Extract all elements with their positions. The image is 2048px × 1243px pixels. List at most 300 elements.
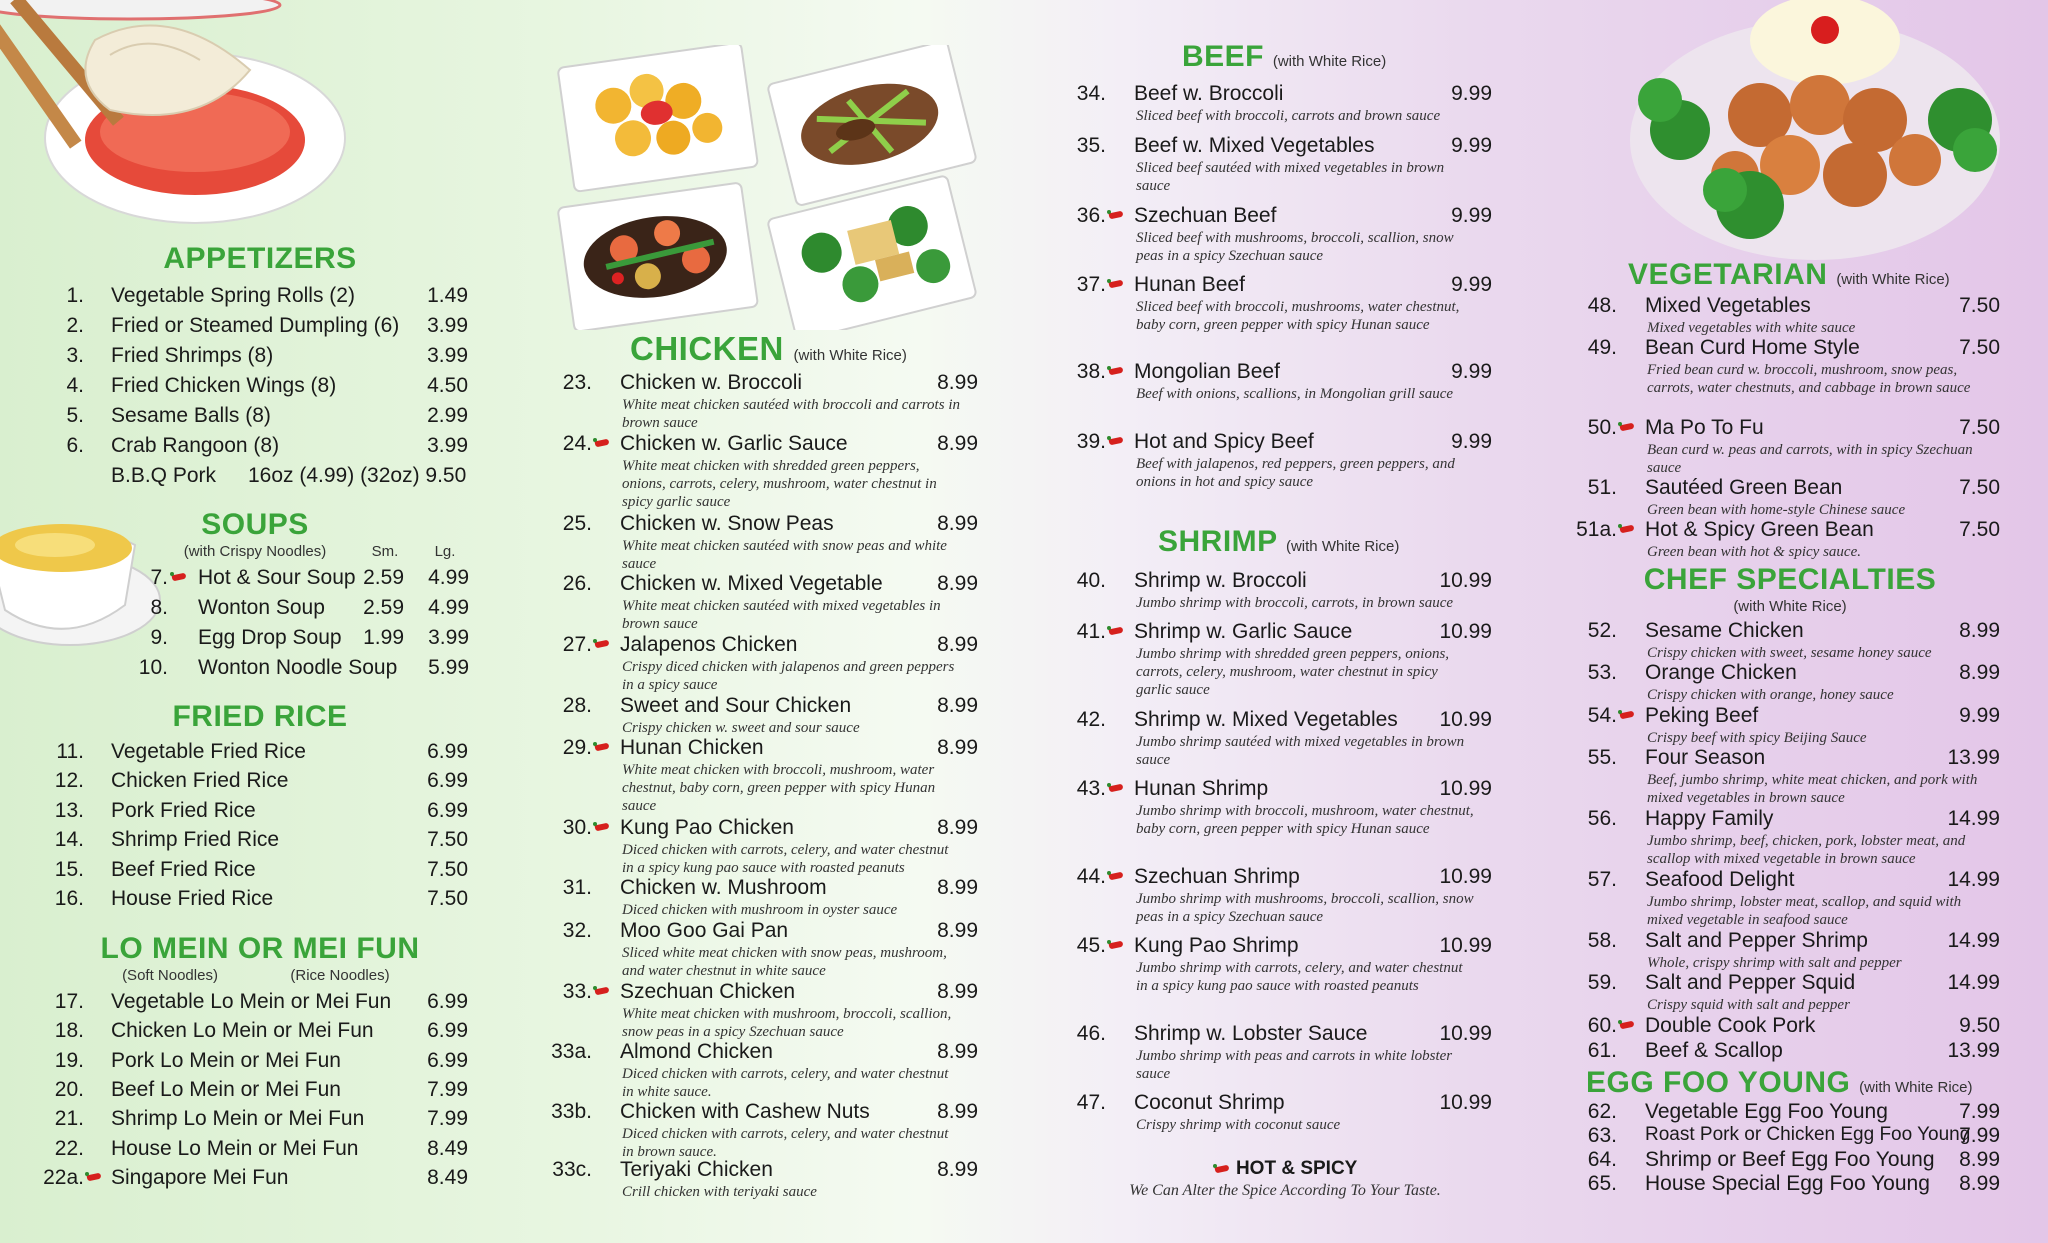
menu-item: [0, 746, 2048, 770]
item-number: 53.: [1587, 661, 1617, 684]
egg-foo-young-title: EGG FOO YOUNG: [1586, 1066, 1851, 1099]
item-number: 13.: [54, 798, 84, 822]
menu-item: [0, 336, 2048, 360]
chili-pepper-icon: [1618, 710, 1636, 720]
fried-rice-heading: FRIED RICE: [172, 700, 348, 733]
item-description: Crispy squid with salt and pepper: [1647, 997, 1850, 1013]
item-price: 8.99: [937, 1100, 978, 1123]
item-description: Bean curd w. peas and carrots, with in spicy Szechuan sauce: [1647, 442, 1973, 476]
item-description: Crispy chicken w. sweet and sour sauce: [622, 720, 860, 736]
item-name: House Fried Rice: [111, 887, 274, 910]
item-description: Jumbo shrimp, beef, chicken, pork, lobster meat, and scallop with mixed vegetable in brown sauce: [1647, 833, 1966, 867]
item-number: 38.: [1076, 360, 1106, 383]
soups-small-column: Sm.: [371, 543, 399, 560]
item-number: 12.: [54, 769, 84, 793]
item-number: 56.: [1587, 807, 1617, 830]
item-price: 7.50: [1959, 518, 2000, 541]
item-name: Mixed Vegetables: [1645, 294, 1811, 317]
item-price: 3.99: [427, 434, 468, 457]
item-name: Sautéed Green Bean: [1645, 476, 1843, 499]
item-name: Bean Curd Home Style: [1645, 336, 1860, 359]
item-number: 22.: [54, 1136, 84, 1160]
item-name: Beef w. Mixed Vegetables: [1134, 134, 1375, 157]
item-number: 48.: [1587, 294, 1617, 317]
dumpling-photo: [0, 0, 350, 230]
item-name: Shrimp Lo Mein or Mei Fun: [111, 1107, 365, 1131]
item-price: 7.99: [1959, 1124, 2000, 1147]
item-description: Jumbo shrimp with broccoli, carrots, in brown sauce: [1136, 595, 1454, 611]
item-price: 2.99: [427, 404, 468, 427]
item-price: 10.99: [1439, 708, 1492, 731]
item-number: 54.: [1587, 704, 1617, 727]
item-name: Happy Family: [1645, 807, 1774, 830]
item-number: 62.: [1587, 1100, 1617, 1123]
item-price: 10.99: [1439, 1022, 1492, 1045]
egg-foo-young-heading: [1586, 1066, 2026, 1100]
item-number: 28.: [562, 694, 592, 717]
menu-item: [0, 704, 2048, 728]
item-number: 5.: [66, 404, 84, 427]
item-name: Fried or Steamed Dumpling (6): [111, 314, 400, 337]
hot-spicy-label: HOT & SPICY: [1235, 1158, 1358, 1179]
vegetarian-subtitle: (with White Rice): [1836, 271, 1950, 288]
item-name: Ma Po To Fu: [1645, 416, 1764, 439]
item-name: Szechuan Beef: [1134, 204, 1277, 227]
item-number: 24.: [562, 432, 592, 455]
item-name: Sweet and Sour Chicken: [620, 694, 852, 717]
item-name: Chicken Lo Mein or Mei Fun: [111, 1019, 374, 1043]
item-name: Wonton Noodle Soup: [198, 656, 398, 679]
chili-pepper-icon: [1618, 1020, 1636, 1030]
item-description: Jumbo shrimp with mushrooms, broccoli, scallion, snow peas in a spicy Szechuan sauce: [1136, 891, 1474, 925]
item-number: 51a.: [1576, 518, 1617, 541]
item-number: 22a.: [43, 1165, 84, 1189]
item-number: 14.: [54, 828, 84, 852]
item-price-small: 2.59: [363, 566, 404, 589]
item-name: Kung Pao Chicken: [620, 816, 794, 839]
item-price: 9.99: [1959, 704, 2000, 727]
item-price: 3.99: [427, 344, 468, 367]
item-number: 16.: [54, 887, 84, 910]
item-description: Diced chicken with carrots, celery, and water chestnut in white sauce.: [622, 1066, 949, 1100]
item-number: 4.: [66, 374, 84, 397]
item-name: Chicken w. Broccoli: [620, 371, 803, 394]
item-description: White meat chicken sautéed with broccoli and carrots in brown sauce: [622, 397, 960, 431]
item-name: Szechuan Shrimp: [1134, 865, 1300, 888]
item-number: 32.: [562, 919, 592, 942]
item-price: 14.99: [1947, 807, 2000, 830]
item-price: 6.99: [427, 769, 468, 793]
spice-note: We Can Alter the Spice According To Your Taste.: [1129, 1182, 1441, 1199]
item-sizes: 16oz (4.99) (32oz) 9.50: [248, 464, 467, 487]
item-name: House Special Egg Foo Young: [1645, 1172, 1930, 1195]
item-price: 8.99: [937, 371, 978, 394]
chili-pepper-icon: [1107, 783, 1125, 793]
item-number: 33.: [562, 980, 592, 1003]
item-name: Shrimp Fried Rice: [111, 828, 280, 852]
item-name: Four Season: [1645, 746, 1766, 769]
item-number: 17.: [54, 990, 84, 1013]
menu-item: [0, 82, 2048, 106]
chef-subtitle: (with White Rice): [1733, 598, 1847, 615]
item-price: 7.50: [427, 887, 468, 910]
item-description: White meat chicken with broccoli, mushroom, water chestnut, baby corn, green pepper with spicy Hunan sauce: [622, 762, 936, 814]
item-price: 8.49: [427, 1165, 468, 1189]
item-description: Fried bean curd w. broccoli, mushroom, snow peas, carrots, water chestnuts, and cabbage in brown sauce: [1647, 362, 1971, 396]
item-description: White meat chicken sautéed with snow peas and white sauce: [622, 538, 947, 572]
item-name: Roast Pork or Chicken Egg Foo Young: [1645, 1124, 1971, 1145]
item-number: 61.: [1587, 1039, 1617, 1062]
item-number: 9.: [150, 626, 168, 649]
item-price: 8.99: [937, 736, 978, 759]
item-name: Chicken Fried Rice: [111, 769, 289, 793]
item-name: Shrimp or Beef Egg Foo Young: [1645, 1148, 1935, 1171]
item-name: Sesame Balls (8): [111, 404, 271, 427]
chili-pepper-icon: [1107, 279, 1125, 289]
item-description: Crispy beef with spicy Beijing Sauce: [1647, 730, 1867, 746]
item-name: Pork Lo Mein or Mei Fun: [111, 1048, 341, 1072]
menu-item: [0, 1039, 2048, 1063]
item-number: 39.: [1076, 430, 1106, 453]
item-number: 44.: [1076, 865, 1106, 888]
item-price: 8.99: [937, 572, 978, 595]
menu-item: [0, 294, 2048, 318]
item-price: 7.50: [1959, 476, 2000, 499]
item-name: Teriyaki Chicken: [620, 1158, 773, 1181]
item-name: Shrimp w. Lobster Sauce: [1134, 1022, 1368, 1045]
item-number: 33b.: [551, 1100, 592, 1123]
item-description: Sliced beef with mushrooms, broccoli, scallion, snow peas in a spicy Szechuan sauce: [1136, 230, 1454, 264]
item-name: Beef & Scallop: [1645, 1039, 1783, 1062]
chili-pepper-icon: [1618, 422, 1636, 432]
chicken-title: CHICKEN: [630, 330, 784, 367]
item-price: 9.99: [1451, 204, 1492, 227]
soups-subtitle: (with Crispy Noodles): [183, 543, 327, 560]
item-name: Peking Beef: [1645, 704, 1759, 727]
item-price: 7.99: [427, 1077, 468, 1101]
item-price: 7.50: [427, 857, 468, 881]
item-name: Mongolian Beef: [1134, 360, 1280, 383]
item-number: 33c.: [552, 1158, 592, 1181]
item-price: 7.50: [1959, 336, 2000, 359]
item-price-small: 1.99: [363, 626, 404, 649]
item-price: 8.99: [1959, 619, 2000, 642]
item-number: 46.: [1076, 1022, 1106, 1045]
item-description: Mixed vegetables with white sauce: [1647, 320, 1856, 336]
item-price: 8.99: [937, 1040, 978, 1063]
beef-heading: [1182, 40, 1482, 74]
menu-item: [0, 134, 2048, 158]
item-number: 45.: [1076, 934, 1106, 957]
item-number: 3.: [66, 344, 84, 367]
item-description: Jumbo shrimp with peas and carrots in white lobster sauce: [1136, 1048, 1453, 1082]
item-number: 27.: [562, 633, 592, 656]
item-name: Chicken w. Snow Peas: [620, 512, 834, 535]
menu-item: [0, 971, 2048, 995]
item-name: Salt and Pepper Squid: [1645, 971, 1856, 994]
item-number: 15.: [54, 857, 84, 881]
item-name: Hot & Spicy Green Bean: [1645, 518, 1874, 541]
item-price-large: 4.99: [428, 566, 469, 589]
item-name: Chicken with Cashew Nuts: [620, 1100, 870, 1123]
appetizers-heading: APPETIZERS: [163, 242, 357, 275]
item-price: 8.99: [937, 694, 978, 717]
item-price: 8.99: [937, 1158, 978, 1181]
item-price: 9.99: [1451, 273, 1492, 296]
item-price: 7.50: [1959, 416, 2000, 439]
menu-item: [0, 661, 2048, 685]
item-description: Jumbo shrimp with broccoli, mushroom, water chestnut, baby corn, green pepper with spicy Hunan sauce: [1136, 803, 1474, 837]
item-price: 13.99: [1947, 746, 2000, 769]
item-name: B.B.Q Pork: [111, 464, 217, 487]
item-price: 10.99: [1439, 777, 1492, 800]
item-price: 10.99: [1439, 934, 1492, 957]
item-price: 9.99: [1451, 360, 1492, 383]
soft-noodles-note: (Soft Noodles): [122, 967, 218, 984]
chili-pepper-icon: [1618, 524, 1636, 534]
item-number: 51.: [1587, 476, 1617, 499]
item-number: 25.: [562, 512, 592, 535]
item-description: Diced chicken with carrots, celery, and water chestnut in brown sauce.: [622, 1126, 949, 1160]
item-name: Kung Pao Shrimp: [1134, 934, 1299, 957]
menu-item: [0, 1172, 2048, 1200]
item-name: Pork Fried Rice: [111, 798, 256, 822]
item-price: 14.99: [1947, 971, 2000, 994]
item-number: 6.: [66, 434, 84, 457]
item-price: 8.99: [937, 876, 978, 899]
item-name: Singapore Mei Fun: [111, 1165, 289, 1189]
item-price: 8.99: [937, 432, 978, 455]
item-description: Crispy diced chicken with jalapenos and green peppers in a spicy sauce: [622, 659, 955, 693]
item-price: 8.99: [937, 633, 978, 656]
item-description: Jumbo shrimp with carrots, celery, and water chestnut in a spicy kung pao sauce with roasted peanuts: [1136, 960, 1463, 994]
item-price: 10.99: [1439, 620, 1492, 643]
item-name: Szechuan Chicken: [620, 980, 796, 1003]
item-name: Fried Shrimps (8): [111, 344, 274, 367]
item-description: Crispy chicken with orange, honey sauce: [1647, 687, 1894, 703]
item-number: 29.: [562, 736, 592, 759]
item-name: Almond Chicken: [620, 1040, 773, 1063]
item-description: Whole, crispy shrimp with salt and pepper: [1647, 955, 1902, 971]
item-price: 8.99: [937, 816, 978, 839]
item-price: 9.99: [1451, 430, 1492, 453]
item-description: White meat chicken with mushroom, broccoli, scallion, snow peas in a spicy Szechuan sauce: [622, 1006, 952, 1040]
item-description: Beef with jalapenos, red peppers, green peppers, and onions in hot and spicy sauce: [1136, 456, 1455, 490]
item-number: 50.: [1587, 416, 1617, 439]
vegetarian-heading: [1628, 258, 1988, 292]
item-number: 58.: [1587, 929, 1617, 952]
menu-item: [0, 807, 2048, 831]
item-description: Beef with onions, scallions, in Mongolian grill sauce: [1136, 386, 1454, 402]
menu-item: [0, 929, 2048, 953]
shrimp-title: SHRIMP: [1158, 525, 1278, 558]
item-price: 8.99: [937, 980, 978, 1003]
item-number: 57.: [1587, 868, 1617, 891]
item-number: 42.: [1076, 708, 1106, 731]
item-price-small: 2.59: [363, 596, 404, 619]
item-name: Vegetable Spring Rolls (2): [111, 284, 355, 307]
chicken-subtitle: (with White Rice): [793, 347, 907, 364]
item-name: Egg Drop Soup: [198, 626, 342, 649]
item-name: Vegetable Lo Mein or Mei Fun: [111, 990, 392, 1013]
shrimp-subtitle: (with White Rice): [1285, 538, 1400, 555]
soups-heading: SOUPS: [201, 508, 309, 541]
item-number: 47.: [1076, 1091, 1106, 1114]
menu-item: [0, 1014, 2048, 1038]
item-name: Sesame Chicken: [1645, 619, 1804, 642]
item-description: Diced chicken with carrots, celery, and water chestnut in a spicy kung pao sauce with roasted peanuts: [622, 842, 949, 876]
item-name: Beef Fried Rice: [111, 857, 256, 881]
item-name: Hunan Shrimp: [1134, 777, 1269, 800]
item-name: Beef w. Broccoli: [1134, 82, 1284, 105]
item-price: 8.99: [1959, 1148, 2000, 1171]
item-price: 10.99: [1439, 1091, 1492, 1114]
item-number: 31.: [562, 876, 592, 899]
item-description: Beef, jumbo shrimp, white meat chicken, and pork with mixed vegetables in brown sauce: [1647, 772, 1978, 806]
vegetarian-title: VEGETARIAN: [1628, 258, 1828, 291]
item-price: 14.99: [1947, 868, 2000, 891]
item-number: 35.: [1076, 134, 1106, 157]
item-number: 64.: [1587, 1148, 1617, 1171]
beef-title: BEEF: [1182, 40, 1265, 73]
item-number: 1.: [66, 284, 84, 307]
item-description: Sliced beef sautéed with mixed vegetables in brown sauce: [1136, 160, 1445, 194]
item-price-large: 4.99: [428, 596, 469, 619]
item-price: 8.99: [1959, 1172, 2000, 1195]
item-description: Jumbo shrimp sautéed with mixed vegetables in brown sauce: [1136, 734, 1465, 768]
item-price: 3.99: [427, 314, 468, 337]
item-price: 1.49: [427, 284, 468, 307]
item-number: 40.: [1076, 569, 1106, 592]
chili-pepper-icon: [1107, 210, 1125, 220]
item-name: House Lo Mein or Mei Fun: [111, 1136, 359, 1160]
item-description: Jumbo shrimp with shredded green peppers, onions, carrots, celery, mushroom, water chestnut in spicy garlic sauce: [1136, 646, 1450, 698]
item-number: 34.: [1076, 82, 1106, 105]
item-number: 65.: [1587, 1172, 1617, 1195]
item-description: Crispy shrimp with coconut sauce: [1136, 1117, 1341, 1133]
item-name: Orange Chicken: [1645, 661, 1797, 684]
item-price-large: 3.99: [428, 626, 469, 649]
item-price: 10.99: [1439, 865, 1492, 888]
menu-item: [0, 868, 2048, 892]
item-number: 20.: [54, 1077, 84, 1101]
item-number: 60.: [1587, 1014, 1617, 1037]
item-number: 49.: [1587, 336, 1617, 359]
item-price: 9.50: [1959, 1014, 2000, 1037]
item-name: Vegetable Fried Rice: [111, 740, 306, 763]
item-number: 2.: [66, 314, 84, 337]
chef-heading: CHEF SPECIALTIES: [1643, 563, 1937, 596]
item-number: 21.: [54, 1107, 84, 1131]
item-number: 18.: [54, 1019, 84, 1043]
item-name: Hunan Chicken: [620, 736, 764, 759]
item-description: Sliced beef with broccoli, mushrooms, water chestnut, baby corn, green pepper with spicy Hunan sauce: [1136, 299, 1460, 333]
item-number: 10.: [138, 656, 168, 679]
item-description: Diced chicken with mushroom in oyster sauce: [622, 902, 898, 918]
menu-item: [0, 619, 2048, 643]
item-name: Shrimp w. Broccoli: [1134, 569, 1307, 592]
menu-item: [0, 416, 2048, 440]
item-number: 52.: [1587, 619, 1617, 642]
item-name: Salt and Pepper Shrimp: [1645, 929, 1868, 952]
item-name: Coconut Shrimp: [1134, 1091, 1285, 1114]
soups-large-column: Lg.: [434, 543, 456, 560]
item-number: 7.: [150, 566, 168, 589]
menu-item: [0, 204, 2048, 228]
item-description: Green bean with hot & spicy sauce.: [1647, 544, 1861, 560]
item-price: 14.99: [1947, 929, 2000, 952]
item-description: Crispy chicken with sweet, sesame honey sauce: [1647, 645, 1932, 661]
item-name: Double Cook Pork: [1645, 1014, 1816, 1037]
item-number: 41.: [1076, 620, 1106, 643]
item-price: 8.99: [937, 512, 978, 535]
item-name: Hot and Spicy Beef: [1134, 430, 1314, 453]
item-price-large: 5.99: [428, 656, 469, 679]
item-price: 7.50: [427, 828, 468, 852]
item-price: 7.99: [427, 1107, 468, 1131]
item-price: 9.99: [1451, 134, 1492, 157]
rice-noodles-note: (Rice Noodles): [290, 967, 390, 984]
item-description: Jumbo shrimp, lobster meat, scallop, and squid with mixed vegetable in seafood sauce: [1647, 894, 1962, 928]
item-name: Vegetable Egg Foo Young: [1645, 1100, 1888, 1123]
beef-subtitle: (with White Rice): [1272, 53, 1387, 70]
item-description: Sliced white meat chicken with snow peas, mushroom, and water chestnut in white sauce: [622, 945, 947, 979]
item-name: Chicken w. Mushroom: [620, 876, 827, 899]
item-name: Chicken w. Mixed Vegetable: [620, 572, 883, 595]
item-number: 59.: [1587, 971, 1617, 994]
item-number: 43.: [1076, 777, 1106, 800]
item-description: White meat chicken with shredded green peppers, onions, carrots, celery, mushroom, water chestnut in spicy garlic sauce: [622, 458, 937, 510]
item-number: 26.: [562, 572, 592, 595]
item-number: 63.: [1587, 1124, 1617, 1147]
item-number: 37.: [1076, 273, 1106, 296]
item-price: 6.99: [427, 798, 468, 822]
item-price: 6.99: [427, 740, 468, 763]
item-description: Sliced beef with broccoli, carrots and brown sauce: [1136, 108, 1441, 124]
item-price: 10.99: [1439, 569, 1492, 592]
egg-foo-young-subtitle: (with White Rice): [1859, 1079, 1973, 1096]
item-price: 7.99: [1959, 1100, 2000, 1123]
item-name: Seafood Delight: [1645, 868, 1795, 891]
item-name: Shrimp w. Garlic Sauce: [1134, 620, 1353, 643]
item-description: Green bean with home-style Chinese sauce: [1647, 502, 1906, 518]
item-name: Chicken w. Garlic Sauce: [620, 432, 848, 455]
item-name: Jalapenos Chicken: [620, 633, 798, 656]
item-name: Crab Rangoon (8): [111, 434, 280, 457]
item-name: Hot & Sour Soup: [198, 566, 356, 589]
item-price: 8.99: [937, 919, 978, 942]
menu-item: [0, 476, 2048, 500]
item-number: 23.: [562, 371, 592, 394]
item-price: 9.99: [1451, 82, 1492, 105]
item-number: 11.: [56, 740, 84, 763]
item-name: Moo Goo Gai Pan: [620, 919, 789, 942]
item-name: Wonton Soup: [198, 596, 325, 619]
item-name: Fried Chicken Wings (8): [111, 374, 337, 397]
item-name: Hunan Beef: [1134, 273, 1245, 296]
item-number: 36.: [1076, 204, 1106, 227]
item-price: 6.99: [427, 1048, 468, 1072]
item-price: 8.49: [427, 1136, 468, 1160]
item-price: 6.99: [427, 990, 468, 1013]
chili-pepper-icon: [1107, 366, 1125, 376]
item-number: 55.: [1587, 746, 1617, 769]
item-name: Shrimp w. Mixed Vegetables: [1134, 708, 1398, 731]
lo-mein-heading: LO MEIN OR MEI FUN: [100, 932, 420, 965]
item-description: White meat chicken sautéed with mixed vegetables in brown sauce: [622, 598, 941, 632]
item-number: 30.: [562, 816, 592, 839]
item-price: 6.99: [427, 1019, 468, 1043]
